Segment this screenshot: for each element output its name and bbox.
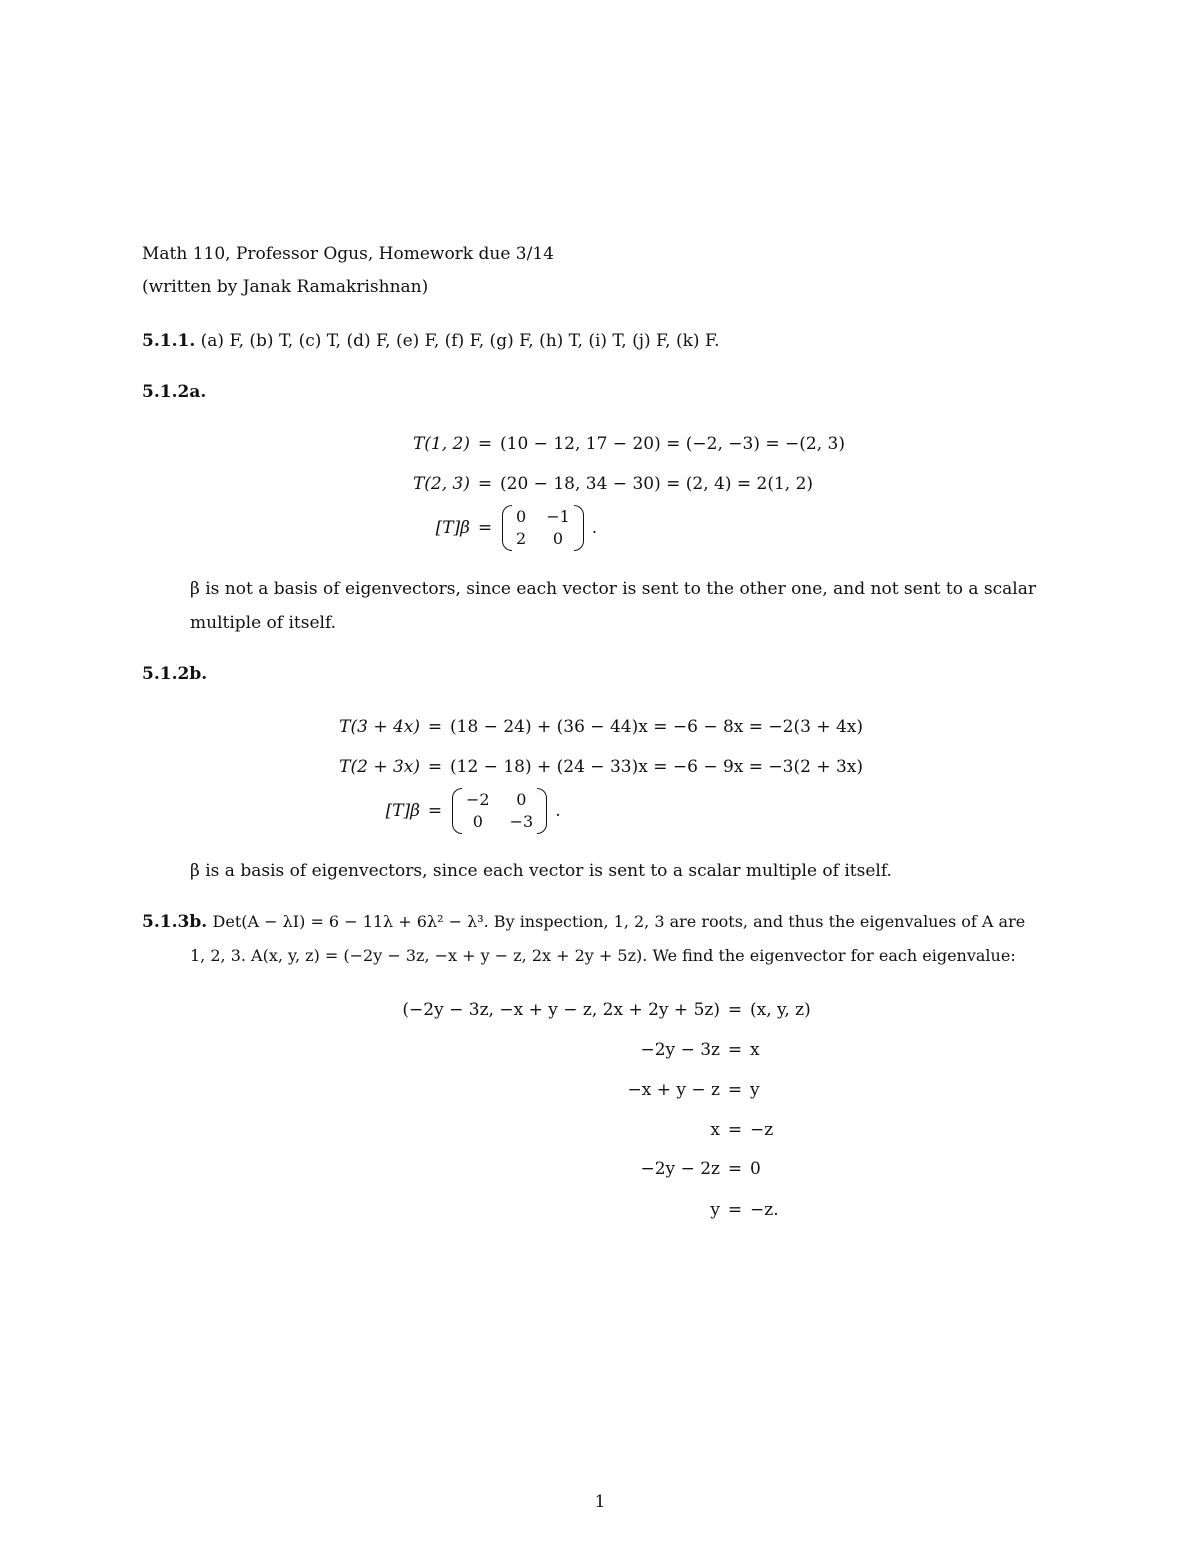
left-paren <box>502 505 512 551</box>
left-paren <box>452 788 462 834</box>
matrix-5-1-2b <box>452 788 561 834</box>
problem-label: 5.1.3b. <box>142 912 208 932</box>
equation-lhs: T(3 + 4x) <box>339 717 420 737</box>
matrix-period: . <box>555 801 561 821</box>
system-row: −2y − 2z = 0 <box>360 1159 761 1179</box>
matrix-row: [T]β = <box>330 518 500 538</box>
right-paren <box>574 505 584 551</box>
document-author: (written by Janak Ramakrishnan) <box>142 277 429 297</box>
page-number: 1 <box>594 1492 606 1512</box>
problem-5-1-3b-line2: 1, 2, 3. A(x, y, z) = (−2y − 3z, −x + y − z, 2x + 2y + 5z). We find the eigenvector for each eigenvalue: <box>190 946 1016 965</box>
equation-rhs: (12 − 18) + (24 − 33)x = −6 − 9x = −3(2 + 3x) <box>450 757 864 777</box>
system-row: x = −z <box>360 1120 773 1140</box>
equation-rhs: (20 − 18, 34 − 30) = (2, 4) = 2(1, 2) <box>500 474 814 494</box>
equation-row: T(1, 2) = (10 − 12, 17 − 20) = (−2, −3) = −(2, 3) <box>330 434 845 454</box>
problem-label-5-1-2a: 5.1.2a. <box>142 382 207 402</box>
matrix-cell: −3 <box>509 812 534 831</box>
equation-lhs: T(2, 3) <box>412 474 470 494</box>
equation-row: T(3 + 4x) = (18 − 24) + (36 − 44)x = −6 − 8x = −2(3 + 4x) <box>270 717 863 737</box>
problem-5-1-3b-line1 <box>142 912 1025 932</box>
matrix-lhs: [T]β <box>385 801 420 821</box>
matrix-row: [T]β = <box>270 801 450 821</box>
equation-rhs: (18 − 24) + (36 − 44)x = −6 − 8x = −2(3 + 4x) <box>450 717 864 737</box>
system-row: y = −z. <box>360 1200 779 1220</box>
answers-text: (a) F, (b) T, (c) T, (d) F, (e) F, (f) F, (g) F, (h) T, (i) T, (j) F, (k) F. <box>200 331 720 351</box>
matrix-period: . <box>591 518 598 538</box>
equation-rhs: (10 − 12, 17 − 20) = (−2, −3) = −(2, 3) <box>500 434 845 454</box>
problem-label-5-1-2b: 5.1.2b. <box>142 664 208 684</box>
system-rhs: 0 <box>750 1159 761 1179</box>
equation-row: T(2, 3) = (20 − 18, 34 − 30) = (2, 4) = 2(1, 2) <box>330 474 813 494</box>
system-rhs: y <box>750 1080 760 1100</box>
matrix-cell: −1 <box>546 507 570 526</box>
matrix-lhs: [T]β <box>435 518 470 538</box>
right-paren <box>537 788 547 834</box>
note-5-1-2a-line2: multiple of itself. <box>190 613 337 633</box>
matrix-cell: 2 <box>516 529 527 548</box>
matrix-cell: 0 <box>516 507 527 526</box>
matrix-cell: −2 <box>466 790 490 809</box>
system-lhs: (−2y − 3z, −x + y − z, 2x + 2y + 5z) <box>402 1000 720 1020</box>
system-lhs: −x + y − z <box>627 1080 720 1100</box>
system-rhs: x <box>750 1040 760 1060</box>
matrix-cell: 0 <box>516 790 527 809</box>
document-title: Math 110, Professor Ogus, Homework due 3/14 <box>142 244 554 264</box>
matrix-cell: 0 <box>552 529 564 548</box>
system-lhs: x <box>710 1120 720 1140</box>
matrix-cell: 0 <box>472 812 483 831</box>
note-5-1-2b: β is a basis of eigenvectors, since each vector is sent to a scalar multiple of itself. <box>190 861 892 881</box>
equation-lhs: T(2 + 3x) <box>339 757 420 777</box>
system-rhs: −z. <box>750 1200 779 1220</box>
problem-5-1-1 <box>142 331 720 351</box>
equation-row: T(2 + 3x) = (12 − 18) + (24 − 33)x = −6 − 9x = −3(2 + 3x) <box>270 757 863 777</box>
system-lhs: −2y − 2z <box>640 1159 720 1179</box>
system-rhs: (x, y, z) <box>750 1000 811 1020</box>
system-row: −x + y − z = y <box>360 1080 760 1100</box>
note-5-1-2a-line1: β is not a basis of eigenvectors, since each vector is sent to the other one, and not sent to a scalar <box>190 579 1036 599</box>
problem-text: Det(A − λI) = 6 − 11λ + 6λ² − λ³. By inspection, 1, 2, 3 are roots, and thus the eigenvalues of A are <box>212 912 1026 931</box>
matrix-5-1-2a <box>502 505 597 551</box>
equation-lhs: T(1, 2) <box>412 434 470 454</box>
system-lhs: −2y − 3z <box>640 1040 720 1060</box>
system-rhs: −z <box>750 1120 774 1140</box>
system-row: (−2y − 3z, −x + y − z, 2x + 2y + 5z) = (x, y, z) <box>360 1000 811 1020</box>
problem-label: 5.1.1. <box>142 331 196 351</box>
system-lhs: y <box>710 1200 720 1220</box>
system-row: −2y − 3z = x <box>360 1040 760 1060</box>
